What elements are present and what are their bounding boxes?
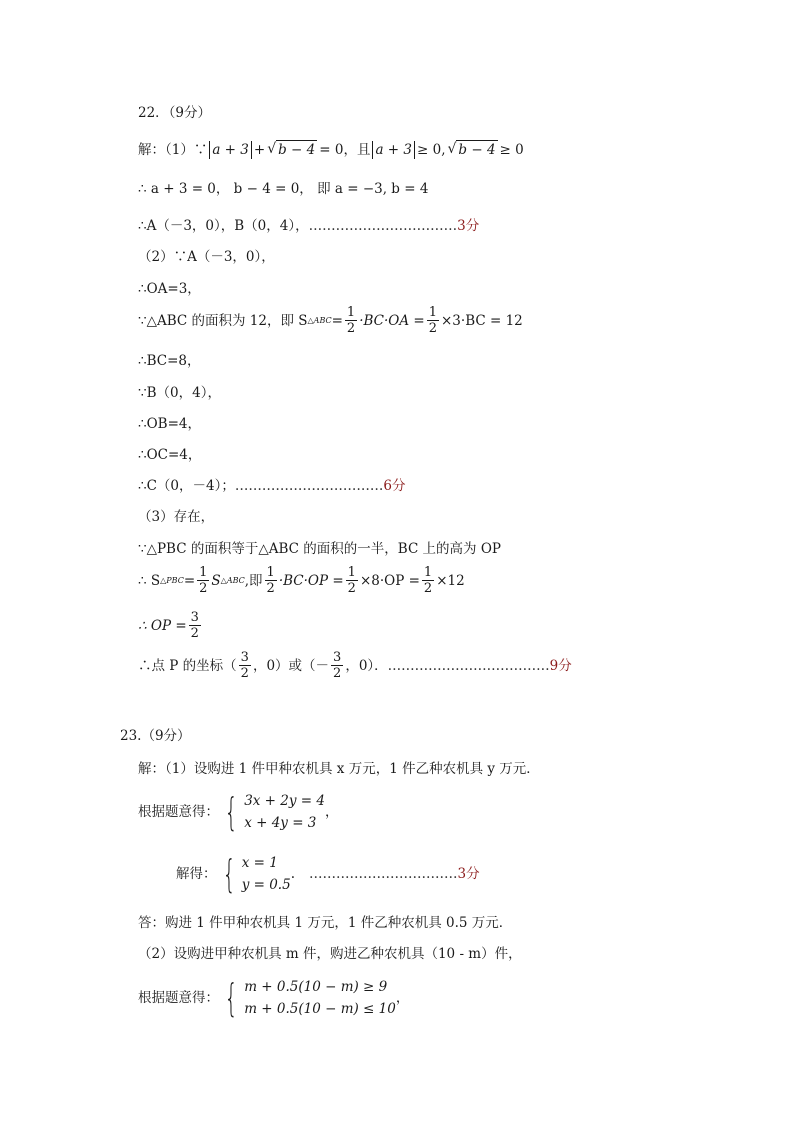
q22-line-13: ∵△PBC 的面积等于△ABC 的面积的一半，BC 上的高为 OP — [138, 541, 502, 557]
score-mark: 3分 — [457, 866, 480, 882]
q23-header: 23.（9分） — [120, 728, 191, 744]
fraction: $\frac{1}{2}$ — [428, 305, 437, 336]
q22-line-11: ∴C（0，－4）； …………………………… 6分 — [138, 478, 406, 494]
fraction: $\frac{1}{2}$ — [199, 565, 208, 596]
fraction: $\frac{1}{2}$ — [423, 565, 433, 596]
inequality-system: { m + 0.5(10 − m) ≥ 9 m + 0.5(10 − m) ≤ 10 — [224, 976, 396, 1020]
score-mark: 9分 — [549, 657, 572, 674]
score-mark: 3分 — [457, 218, 480, 234]
fraction: $\frac{3}{2}$ — [190, 610, 199, 641]
q22-line-15: ∴ OP = $\frac{3}{2}$ — [138, 610, 199, 641]
q22-header: 22．（9分） — [138, 105, 212, 121]
q22-line-14: ∴ S △PBC = $\frac{1}{2}$ S △ABC ,即 $\frac{1}{2}$ ·BC·OP = $\frac{1}{2}$ ×8·OP = $\frac{1}{2}$ ×12 — [138, 565, 465, 596]
q23-line-6: 根据题意得： { m + 0.5(10 − m) ≥ 9 m + 0.5(10 − m) ≤ 10 ， — [138, 976, 410, 1020]
q23-line-5: （2）设购进甲种农机具 m 件，购进乙种农机具（10 - m）件， — [138, 946, 522, 962]
score-mark: 6分 — [383, 478, 406, 494]
q22-line-4: （2）∵A（－3，0）， — [138, 249, 275, 265]
fraction: $\frac{3}{2}$ — [240, 650, 249, 681]
q22-line-5: ∴OA=3， — [138, 281, 201, 297]
q22-line-8: ∵B（0，4）， — [138, 385, 221, 401]
left-brace-icon: { — [224, 790, 238, 834]
q22-line-3: ∴A（－3，0），B（0，4）， …………………………… 3分 — [138, 218, 480, 234]
q22-line-9: ∴OB=4， — [138, 416, 201, 432]
fraction: $\frac{3}{2}$ — [333, 650, 342, 681]
equation-system: { 3x + 2y = 4 x + 4y = 3 — [224, 790, 325, 834]
left-brace-icon: { — [221, 852, 236, 896]
q22-line-2: ∴ a + 3 = 0， b − 4 = 0， 即 a = −3, b = 4 — [138, 181, 429, 197]
fraction: $\frac{1}{2}$ — [266, 565, 275, 596]
q22-line-10: ∴OC=4， — [138, 447, 202, 463]
q23-line-3: 解得： { x = 1 y = 0.5 . …………………………… 3分 — [176, 852, 480, 896]
q22-line-16: ∴点 P 的坐标（ $\frac{3}{2}$ ，0）或（－ $\frac{3}{2}$ ，0）． ……………………………… 9分 — [138, 650, 572, 681]
q22-line-12: （3）存在， — [138, 509, 215, 525]
q22-line-7: ∴BC=8， — [138, 353, 201, 369]
q23-line-4: 答：购进 1 件甲种农机具 1 万元，1 件乙种农机具 0.5 万元． — [138, 915, 513, 931]
q23-line-1: 解：（1）设购进 1 件甲种农机具 x 万元，1 件乙种农机具 y 万元． — [138, 761, 540, 777]
q22-line-1: 解：（1）∵ a + 3 + √ b − 4 = 0，且 a + 3 ≥ 0, √ b − 4 ≥ 0 — [138, 141, 524, 158]
fraction: $\frac{1}{2}$ — [347, 565, 356, 596]
sqrt-symbol: √ b − 4 — [267, 141, 316, 158]
q22-line-6: ∵△ABC 的面积为 12，即 S △ABC = $\frac{1}{2}$ ·BC·OA = $\frac{1}{2}$ ×3·BC = 12 — [138, 305, 523, 336]
equation-system: { x = 1 y = 0.5 — [221, 852, 291, 896]
q23-line-2: 根据题意得： { 3x + 2y = 4 x + 4y = 3 ， — [138, 790, 339, 834]
fraction: $\frac{1}{2}$ — [346, 305, 356, 336]
sqrt-symbol: √ b − 4 — [447, 141, 496, 158]
left-brace-icon: { — [224, 976, 238, 1020]
